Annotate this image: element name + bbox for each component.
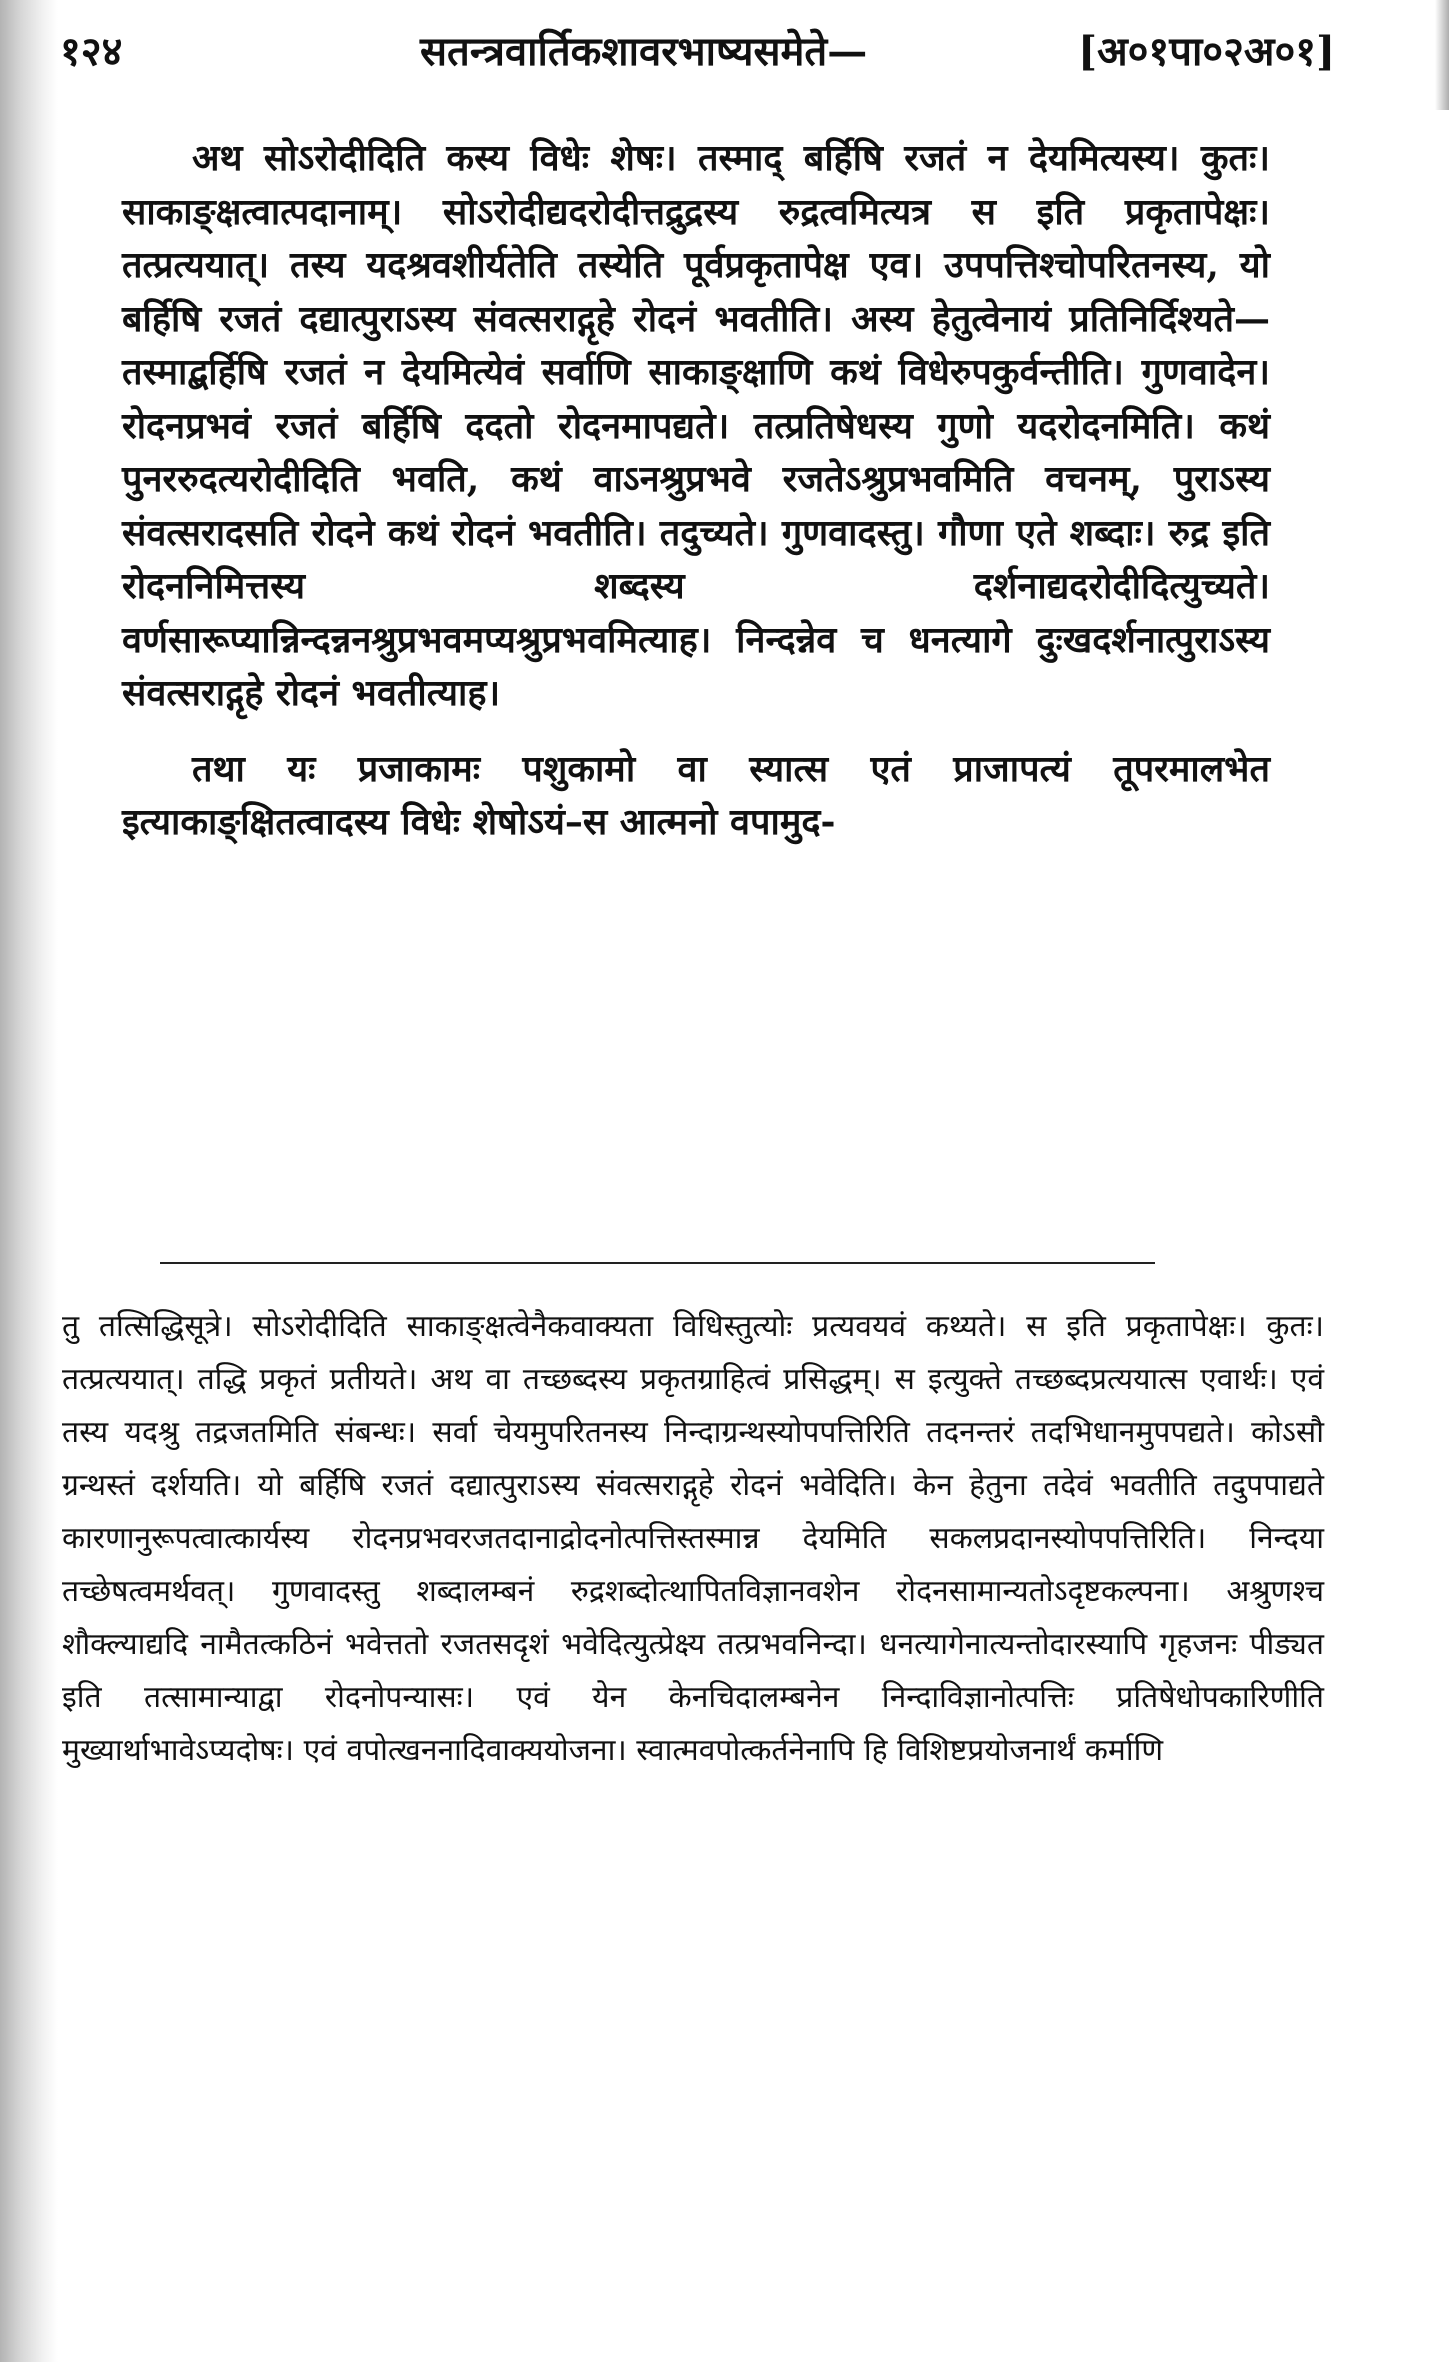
main-paragraph: तथा यः प्रजाकामः पशुकामो वा स्यात्स एतं प्राजापत्यं तूपरमालभेत इत्याकाङ्क्षितत्वादस्य विधेः शेषोऽयं–स आत्मनो वपामुद- xyxy=(122,747,1270,843)
page-number: १२४ xyxy=(60,28,123,75)
page-header xyxy=(60,22,1335,82)
main-paragraph: अथ सोऽरोदीदिति कस्य विधेः शेषः। तस्माद् बर्हिषि रजतं न देयमित्यस्य। कुतः। साकाङ्क्षत्वात्पदानाम्। सोऽरोदीद्यदरोदीत्तद्रुद्रस्य रुद्रत्वमित्यत्र स इति प्रकृतापेक्षः। तत्प्रत्ययात्। तस्य यदश्रवशीर्यतेति तस्येति पूर्वप्रकृतापेक्ष एव। उपपत्तिश्चोपरितनस्य, यो बर्हिषि रजतं दद्यात्पुराऽस्य संवत्सराद्गृहे रोदनं भवतीति। अस्य हेतुत्वेनायं प्रतिनिर्दिश्यते—तस्माद्बर्हिषि रजतं न देयमित्येवं सर्वाणि साकाङ्क्षाणि कथं विधेरुपकुर्वन्तीति। गुणवादेन। रोदनप्रभवं रजतं बर्हिषि ददतो रोदनमापद्यते। तत्प्रतिषेधस्य गुणो यदरोदनमिति। कथं पुनररुदत्यरोदीदिति भवति, कथं वाऽनश्रुप्रभवे रजतेऽश्रुप्रभवमिति वचनम्, पुराऽस्य संवत्सरादसति रोदने कथं रोदनं भवतीति। तदुच्यते। गुणवादस्तु। गौणा एते शब्दाः। रुद्र इति रोदननिमित्तस्य शब्दस्य दर्शनाद्यदरोदीदित्युच्यते। वर्णसारूप्यान्निन्दन्ननश्रुप्रभवमप्यश्रुप्रभवमित्याह। निन्दन्नेव च धनत्यागे दुःखदर्शनात्पुराऽस्य संवत्सराद्गृहे रोदनं भवतीत्याह। xyxy=(122,137,1270,714)
footnote-divider xyxy=(160,1262,1155,1264)
page-edge-shadow xyxy=(1435,0,1449,110)
commentary-paragraph: तु तत्सिद्धिसूत्रे। सोऽरोदीदिति साकाङ्क्षत्वेनैकवाक्यता विधिस्तुत्योः प्रत्यवयवं कथ्यते। स इति प्रकृतापेक्षः। कुतः। तत्प्रत्ययात्। तद्धि प्रकृतं प्रतीयते। अथ वा तच्छब्दस्य प्रकृतग्राहित्वं प्रसिद्धम्। स इत्युक्ते तच्छब्दप्रत्ययात्स एवार्थः। एवं तस्य यदश्रु तद्रजतमिति संबन्धः। सर्वा चेयमुपरितनस्य निन्दाग्रन्थस्योपपत्तिरिति तदनन्तरं तदभिधानमुपपद्यते। कोऽसौ ग्रन्थस्तं दर्शयति। यो बर्हिषि रजतं दद्यात्पुराऽस्य संवत्सराद्गृहे रोदनं भवेदिति। केन हेतुना तदेवं भवतीति तदुपपाद्यते कारणानुरूपत्वात्कार्यस्य रोदनप्रभवरजतदानाद्रोदनोत्पत्तिस्तस्मान्न देयमिति सकलप्रदानस्योपपत्तिरिति। निन्दया तच्छेषत्वमर्थवत्। गुणवादस्तु शब्दालम्बनं रुद्रशब्दोत्थापितविज्ञानवशेन रोदनसामान्यतोऽदृष्टकल्पना। अश्रुणश्च शौक्ल्याद्यदि नामैतत्कठिनं भवेत्ततो रजतसदृशं भवेदित्युत्प्रेक्ष्य तत्प्रभवनिन्दा। धनत्यागेनात्यन्तोदारस्यापि गृहजनः पीड्यत इति तत्सामान्याद्वा रोदनोपन्यासः। एवं येन केनचिदालम्बनेन निन्दाविज्ञानोत्पत्तिः प्रतिषेधोपकारिणीति मुख्यार्थाभावेऽप्यदोषः। एवं वपोत्खननादिवाक्ययोजना। स्वात्मवपोत्कर्तनेनापि हि विशिष्टप्रयोजनार्थं कर्माणि xyxy=(62,1309,1324,1768)
book-binding-shadow xyxy=(0,0,58,2362)
section-reference: [अ०१पा०२अ०१] xyxy=(1078,28,1335,75)
main-text xyxy=(122,132,1270,850)
running-title: सतन्त्रवार्तिकशावरभाष्यसमेते— xyxy=(420,28,868,75)
commentary-text xyxy=(62,1300,1324,1777)
